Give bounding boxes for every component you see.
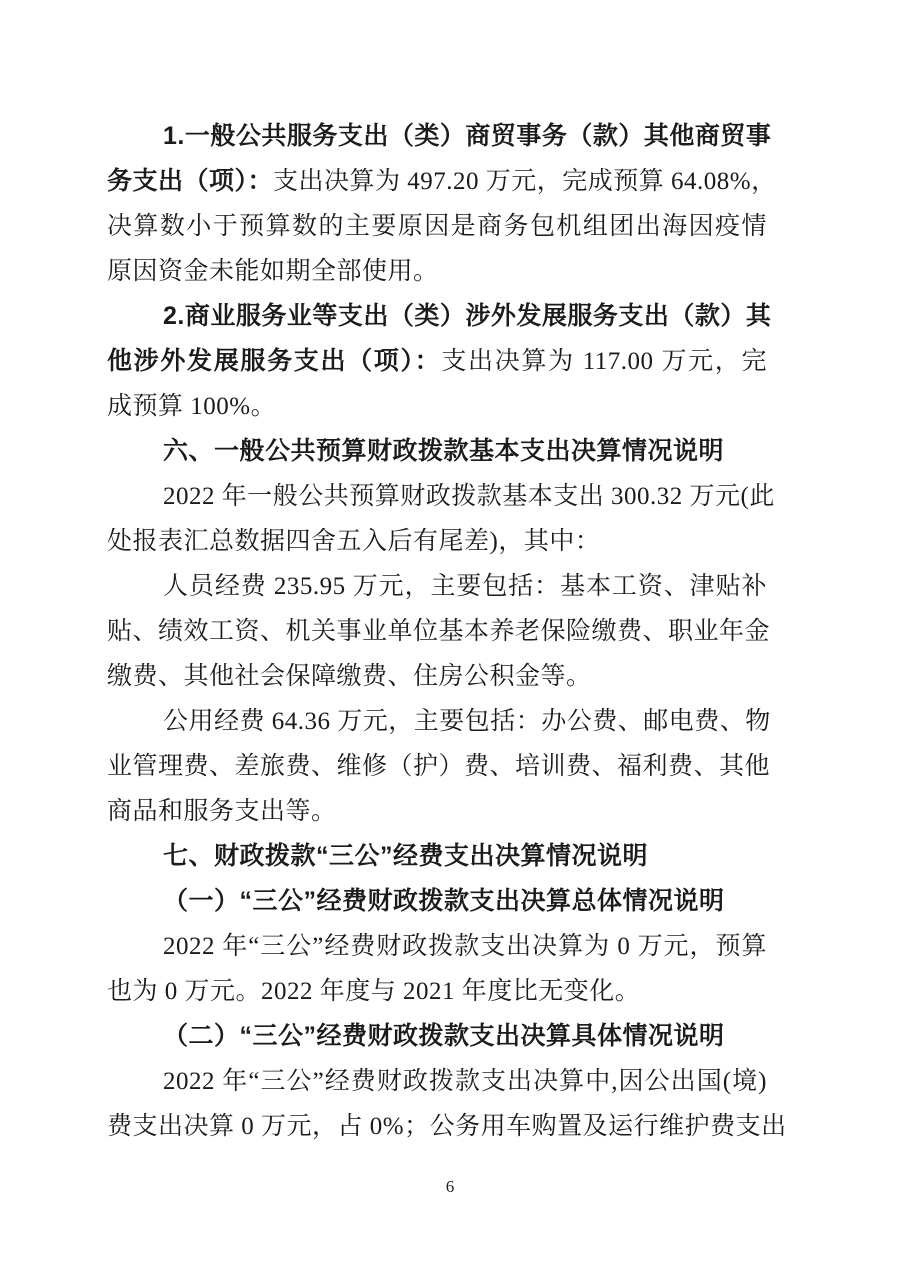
text-run: 人员经费 235.95 万元，主要包括：基本工资、津贴补 [163, 573, 767, 600]
text-run: 贴、绩效工资、机关事业单位基本养老保险缴费、职业年金 [107, 618, 771, 645]
bold-text-run: 2.商业服务业等支出（类）涉外发展服务支出（款）其 [163, 302, 772, 330]
text-run: 支出决算为 117.00 万元，完 [441, 348, 767, 375]
text-run: 原因资金未能如期全部使用。 [107, 258, 439, 285]
three-public-total-line-1 [107, 924, 767, 969]
three-public-detail-line-2 [107, 1104, 787, 1149]
bold-text-run: 六、一般公共预算财政拨款基本支出决算情况说明 [163, 437, 725, 465]
heading-section-6 [107, 429, 767, 474]
bold-text-run: （一）“三公”经费财政拨款支出决算总体情况说明 [163, 887, 725, 915]
text-run: 缴费、其他社会保障缴费、住房公积金等。 [107, 663, 592, 690]
text-run: 费支出决算 0 万元，占 0%；公务用车购置及运行维护费支出 [107, 1113, 787, 1140]
text-run: 业管理费、差旅费、维修（护）费、培训费、福利费、其他 [107, 753, 771, 780]
item-2-line-2 [107, 339, 767, 384]
page-number: 6 [445, 1177, 455, 1196]
bold-text-run: 七、财政拨款“三公”经费支出决算情况说明 [163, 842, 649, 870]
public-expense-line-1 [107, 699, 771, 744]
personnel-expense-line-2 [107, 609, 771, 654]
item-1-line-4 [107, 249, 767, 294]
bold-text-run: （二）“三公”经费财政拨款支出决算具体情况说明 [163, 1022, 725, 1050]
text-run: 也为 0 万元。2022 年度与 2021 年度比无变化。 [107, 978, 641, 1005]
text-run: 2022 年一般公共预算财政拨款基本支出 300.32 万元(此 [163, 483, 775, 510]
personnel-expense-line-3 [107, 654, 767, 699]
heading-7-sub-1 [107, 879, 767, 924]
heading-7-sub-2 [107, 1014, 767, 1059]
bold-text-run: 务支出（项）： [107, 167, 274, 195]
public-expense-line-3 [107, 789, 767, 834]
text-run: 支出决算为 497.20 万元，完成预算 64.08%， [273, 168, 777, 195]
text-run: 成预算 100%。 [107, 393, 277, 420]
heading-section-7 [107, 834, 767, 879]
item-2-line-1 [107, 294, 772, 339]
item-1-line-2 [107, 159, 777, 204]
text-run: 2022 年“三公”经费财政拨款支出决算为 0 万元，预算 [163, 933, 767, 960]
bold-text-run: 1.一般公共服务支出（类）商贸事务（款）其他商贸事 [163, 122, 772, 150]
basic-expense-line-1 [107, 474, 775, 519]
text-run: 处报表汇总数据四舍五入后有尾差)，其中： [107, 528, 601, 555]
text-run: 商品和服务支出等。 [107, 798, 337, 825]
document-content [107, 114, 787, 1149]
text-run: 公用经费 64.36 万元，主要包括：办公费、邮电费、物 [163, 708, 771, 735]
text-run: 2022 年“三公”经费财政拨款支出决算中,因公出国(境) [163, 1068, 767, 1095]
item-1-line-3 [107, 204, 767, 249]
text-run: 决算数小于预算数的主要原因是商务包机组团出海因疫情 [107, 213, 767, 240]
public-expense-line-2 [107, 744, 771, 789]
three-public-total-line-2 [107, 969, 767, 1014]
three-public-detail-line-1 [107, 1059, 767, 1104]
basic-expense-line-2 [107, 519, 767, 564]
item-1-line-1 [107, 114, 772, 159]
bold-text-run: 他涉外发展服务支出（项）： [107, 347, 442, 375]
personnel-expense-line-1 [107, 564, 767, 609]
item-2-line-3 [107, 384, 767, 429]
